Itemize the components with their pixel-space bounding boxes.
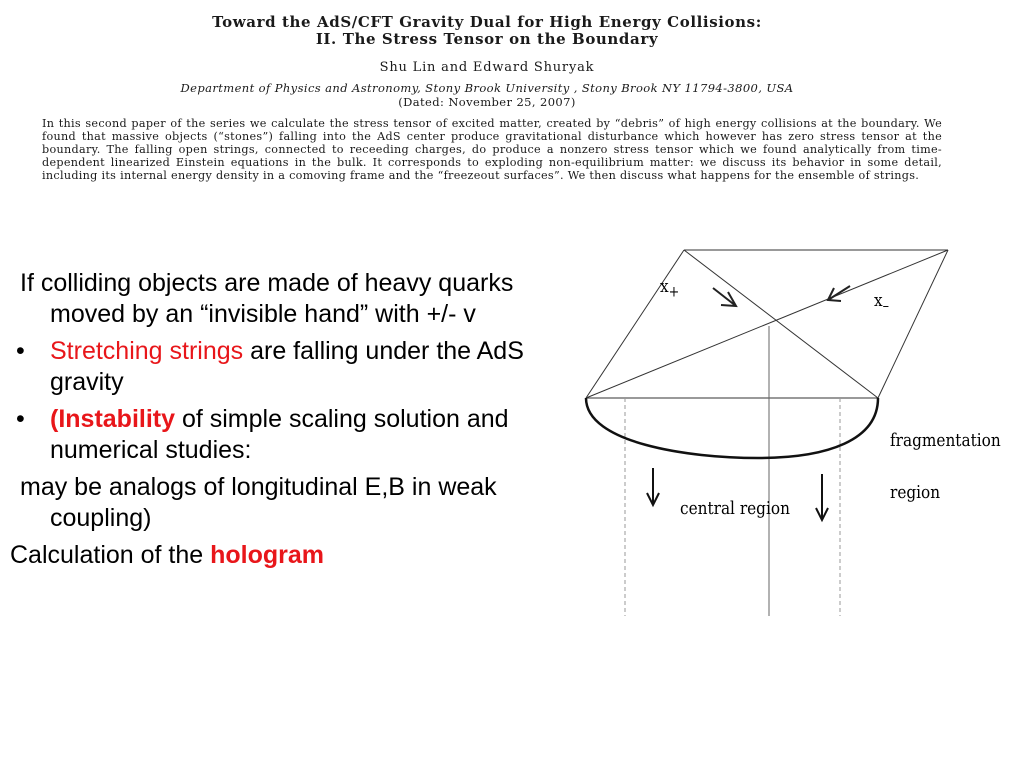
paper-authors: Shu Lin and Edward Shuryak — [379, 60, 595, 75]
region-label: region — [890, 482, 941, 503]
left-edge-line — [586, 250, 684, 398]
x-minus-subscript: – — [882, 296, 890, 315]
paper-affiliation: Department of Physics and Astronomy, Stony Brook University , Stony Brook NY 11794-3800, USA — [180, 81, 794, 95]
arrow-down-right-icon — [816, 474, 828, 520]
bullet-instability — [10, 404, 570, 466]
analogs-text: may be analogs of longitudinal E,B in weak coupling) — [20, 473, 497, 532]
right-edge-line — [878, 250, 948, 398]
bullet-2-text: of simple scaling solution and numerical studies: — [50, 405, 509, 464]
hologram-highlight: hologram — [210, 541, 325, 569]
bullet-stretching-strings — [10, 336, 570, 398]
arrow-right-icon — [713, 288, 736, 306]
bullet-dot-icon: • — [16, 337, 25, 365]
arrow-down-left-icon — [647, 468, 659, 505]
instability-highlight: (Instability — [50, 405, 176, 433]
paper-title-line-1: Toward the AdS/CFT Gravity Dual for High Energy Collisions: — [212, 13, 762, 31]
x-minus-symbol: x — [874, 290, 883, 311]
diagonal-line-1 — [684, 250, 878, 398]
diagonal-line-2 — [586, 250, 948, 398]
bullet-1-text: are falling under the AdS gravity — [50, 337, 524, 396]
paper-abstract: In this second paper of the series we calculate the stress tensor of excited matter, created by “debris” of high energy collisions at the boundary. We found that massive objects (“stones”) falling into the AdS center produce gravitational disturbance which however has zero stress tensor at the boundary. The falling open strings, connected to receeding charges, do produce a nonzero stress tensor which we found analytically from time-dependent linearized Einstein equations in the bulk. It corresponds to exploding non-equilibrium matter: we discuss its behavior in some detail, including its internal energy density in a comoving frame and the “freezeout surfaces”. We then discuss what happens for the ensemble of strings. — [42, 117, 942, 182]
x-plus-subscript: + — [668, 282, 680, 301]
x-plus-symbol: x — [660, 276, 669, 297]
bullet-dot-icon: • — [16, 405, 25, 433]
paper-title-line-2: II. The Stress Tensor on the Boundary — [315, 30, 659, 48]
central-region-label: central region — [680, 498, 790, 519]
intro-text: If colliding objects are made of heavy quarks moved by an “invisible hand” with +/- v — [20, 269, 514, 328]
hologram-line-text: Calculation of the — [10, 541, 211, 569]
collision-diagram — [578, 248, 1024, 620]
string-curve — [586, 398, 878, 458]
stretching-strings-highlight: Stretching strings — [50, 337, 244, 365]
hologram-line — [10, 540, 570, 571]
x-minus-label — [874, 290, 889, 315]
fragmentation-label: fragmentation — [890, 430, 1001, 451]
slide-body-text — [10, 268, 570, 577]
paper-date: (Dated: November 25, 2007) — [398, 95, 576, 109]
paper-header — [22, 14, 952, 182]
arrow-left-icon — [828, 286, 850, 301]
x-plus-label — [660, 276, 679, 301]
